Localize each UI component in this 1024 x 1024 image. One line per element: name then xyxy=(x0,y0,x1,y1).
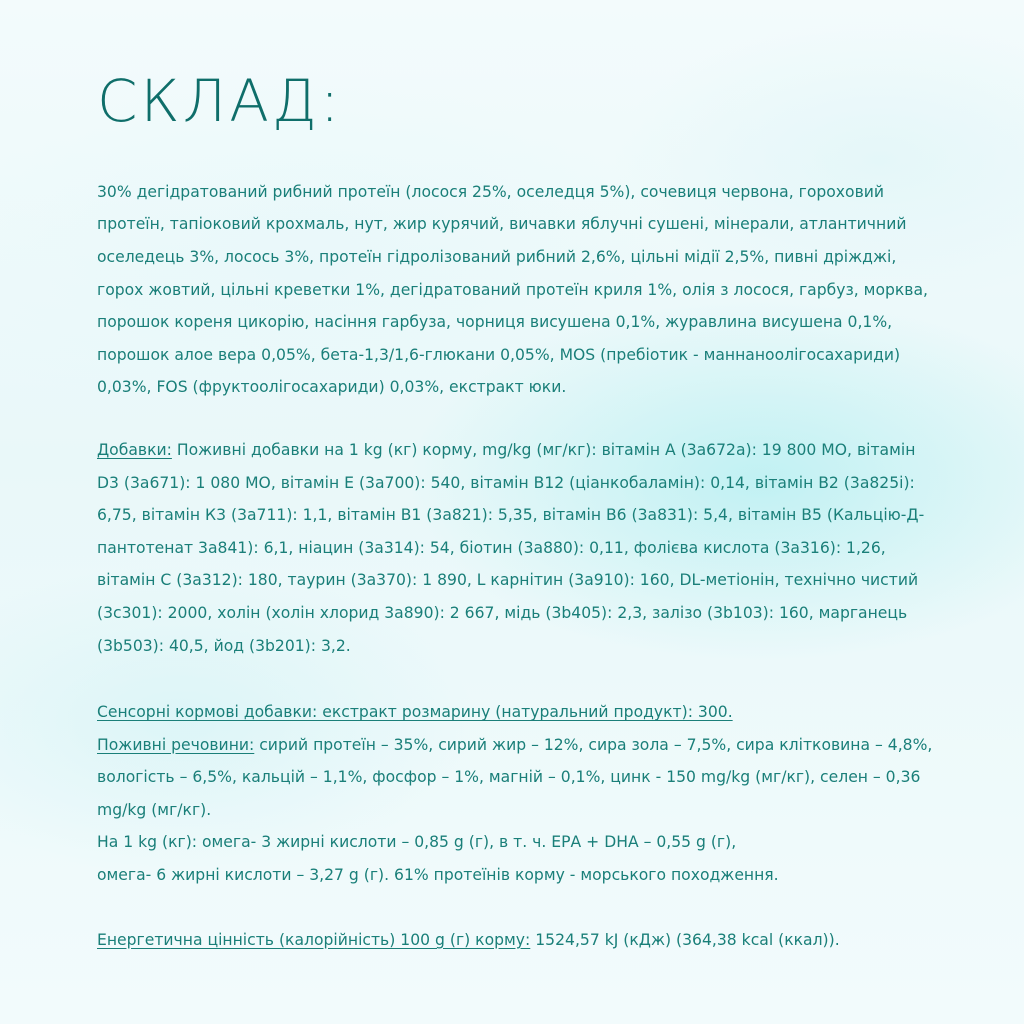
additives-section xyxy=(97,434,937,662)
energy-label: Енергетична цінність (калорійність) 100 g (г) корму: xyxy=(97,930,531,949)
energy-text: 1524,57 kJ (кДж) (364,38 kcal (ккал)). xyxy=(530,930,840,949)
nutrition-section xyxy=(97,696,937,892)
nutrients-label: Поживні речовини: xyxy=(97,735,255,754)
nutrients-block xyxy=(97,729,937,827)
sensory-additives-text: Сенсорні кормові добавки: екстракт розмарину (натуральний продукт): 300. xyxy=(97,703,733,722)
nutrients-text: сирий протеїн – 35%, сирий жир – 12%, сира зола – 7,5%, сира клітковина – 4,8%, вологість – 6,5%, кальцій – 1,1%, фосфор – 1%, магній – 0,1%, цинк - 150 mg/kg (мг/кг), селен – 0,36 mg/kg (мг/кг). xyxy=(97,735,933,819)
additives-label: Добавки: xyxy=(97,440,172,459)
composition-page xyxy=(97,67,937,956)
omega-line-1: На 1 kg (кг): омега- 3 жирні кислоти – 0,85 g (г), в т. ч. ЕРА + DHA – 0,55 g (г), xyxy=(97,833,737,852)
composition-text: 30% дегідратований рибний протеїн (лосося 25%, оселедця 5%), сочевиця червона, гороховий протеїн, тапіоковий крохмаль, нут, жир курячий, вичавки яблучні сушені, мінерали, атлантичний оселедець 3%, лосось 3%, протеїн гідролізований рибний 2,6%, цільні мідії 2,5%, пивні дріжджі, горох жовтий, цільні креветки 1%, дегідратований протеїн криля 1%, олія з лосося, гарбуз, морква, порошок кореня цикорію, насіння гарбуза, чорниця висушена 0,1%, журавлина висушена 0,1%, порошок алое вера 0,05%, бета-1,3/1,6-глюкани 0,05%, MOS (пребіотик - маннаноолігосахариди) 0,03%, FOS (фруктоолігосахариди) 0,03%, екстракт юки. xyxy=(97,182,928,397)
omega-line-2: омега- 6 жирні кислоти – 3,27 g (г). 61% протеїнів корму - морського походження. xyxy=(97,866,779,885)
energy-section xyxy=(97,924,937,957)
additives-text: Поживні добавки на 1 kg (кг) корму, mg/kg (мг/кг): вітамін А (3а672а): 19 800 МО, вітамін D3 (3а671): 1 080 МО, вітамін Е (3а700): 540, вітамін В12 (ціанкобаламін): 0,14, вітамін В2 (3а825і): 6,75, вітамін К3 (3а711): 1,1, вітамін В1 (3а821): 5,35, вітамін В6 (3а831): 5,4, вітамін В5 (Кальцію-Д-пантотенат 3а841): 6,1, ніацин (3а314): 54, біотин (3а880): 0,11, фолієва кислота (3а316): 1,26, вітамін С (3а312): 180, таурин (3а370): 1 890, L карнітин (3а910): 160, DL-метіонін, технічно чистий (3с301): 2000, холін (холін хлорид 3а890): 2 667, мідь (3b405): 2,3, залізо (3b103): 160, марганець (3b503): 40,5, йод (3b201): 3,2. xyxy=(97,440,925,655)
page-title: СКЛАД: xyxy=(97,67,343,135)
